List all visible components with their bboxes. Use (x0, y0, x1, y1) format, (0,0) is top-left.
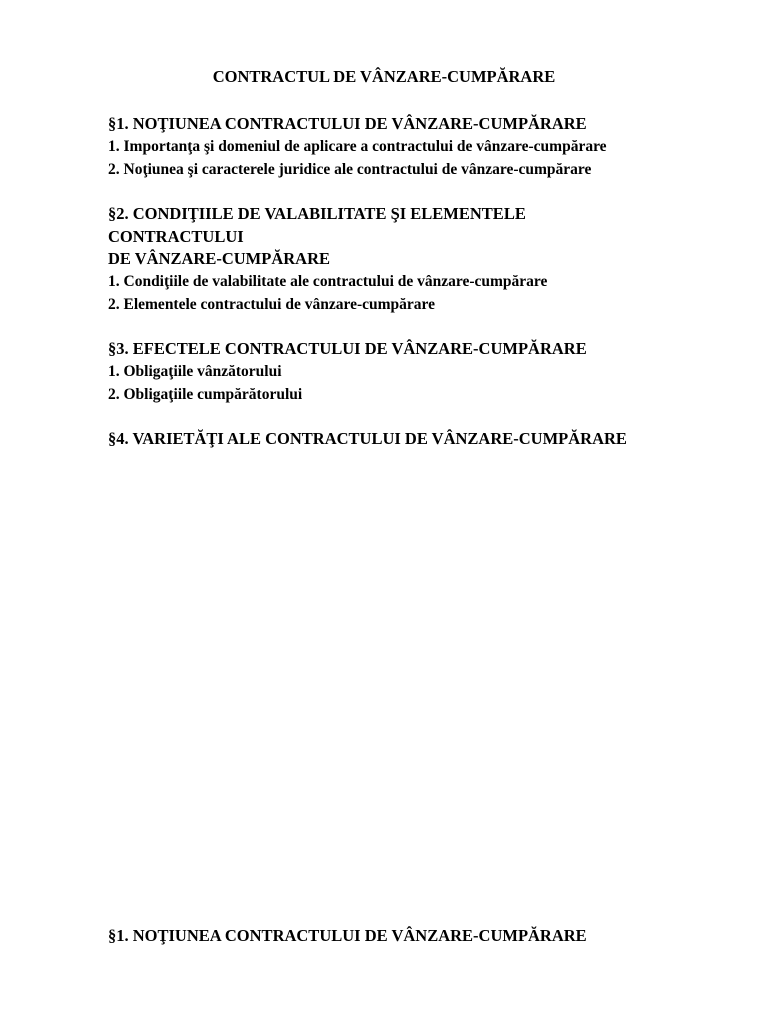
footer-section-heading: §1. NOŢIUNEA CONTRACTULUI DE VÂNZARE-CUMPĂRARE (108, 926, 587, 945)
section-3-item-2: 2. Obligaţiile cumpărătorului (108, 386, 303, 403)
section-2-heading-line-3: DE VÂNZARE-CUMPĂRARE (108, 249, 330, 268)
section-2-item-1: 1. Condiţiile de valabilitate ale contractului de vânzare-cumpărare (108, 273, 548, 290)
section-2-heading-line-2: CONTRACTULUI (108, 227, 244, 246)
document-title: CONTRACTUL DE VÂNZARE-CUMPĂRARE (212, 67, 556, 86)
section-2-item-2: 2. Elementele contractului de vânzare-cumpărare (108, 296, 436, 313)
section-1-item-2: 2. Noţiunea şi caracterele juridice ale contractului de vânzare-cumpărare (108, 161, 592, 178)
section-1-heading: §1. NOŢIUNEA CONTRACTULUI DE VÂNZARE-CUMPĂRARE (108, 114, 587, 133)
section-2-heading-line-1: §2. CONDIŢIILE DE VALABILITATE ŞI ELEMENTELE (108, 204, 526, 223)
section-4-heading: §4. VARIETĂŢI ALE CONTRACTULUI DE VÂNZARE-CUMPĂRARE (108, 429, 627, 448)
section-3-item-1: 1. Obligaţiile vânzătorului (108, 363, 282, 380)
section-3-heading: §3. EFECTELE CONTRACTULUI DE VÂNZARE-CUMPĂRARE (108, 339, 587, 358)
section-1-item-1: 1. Importanţa şi domeniul de aplicare a contractului de vânzare-cumpărare (108, 138, 607, 155)
